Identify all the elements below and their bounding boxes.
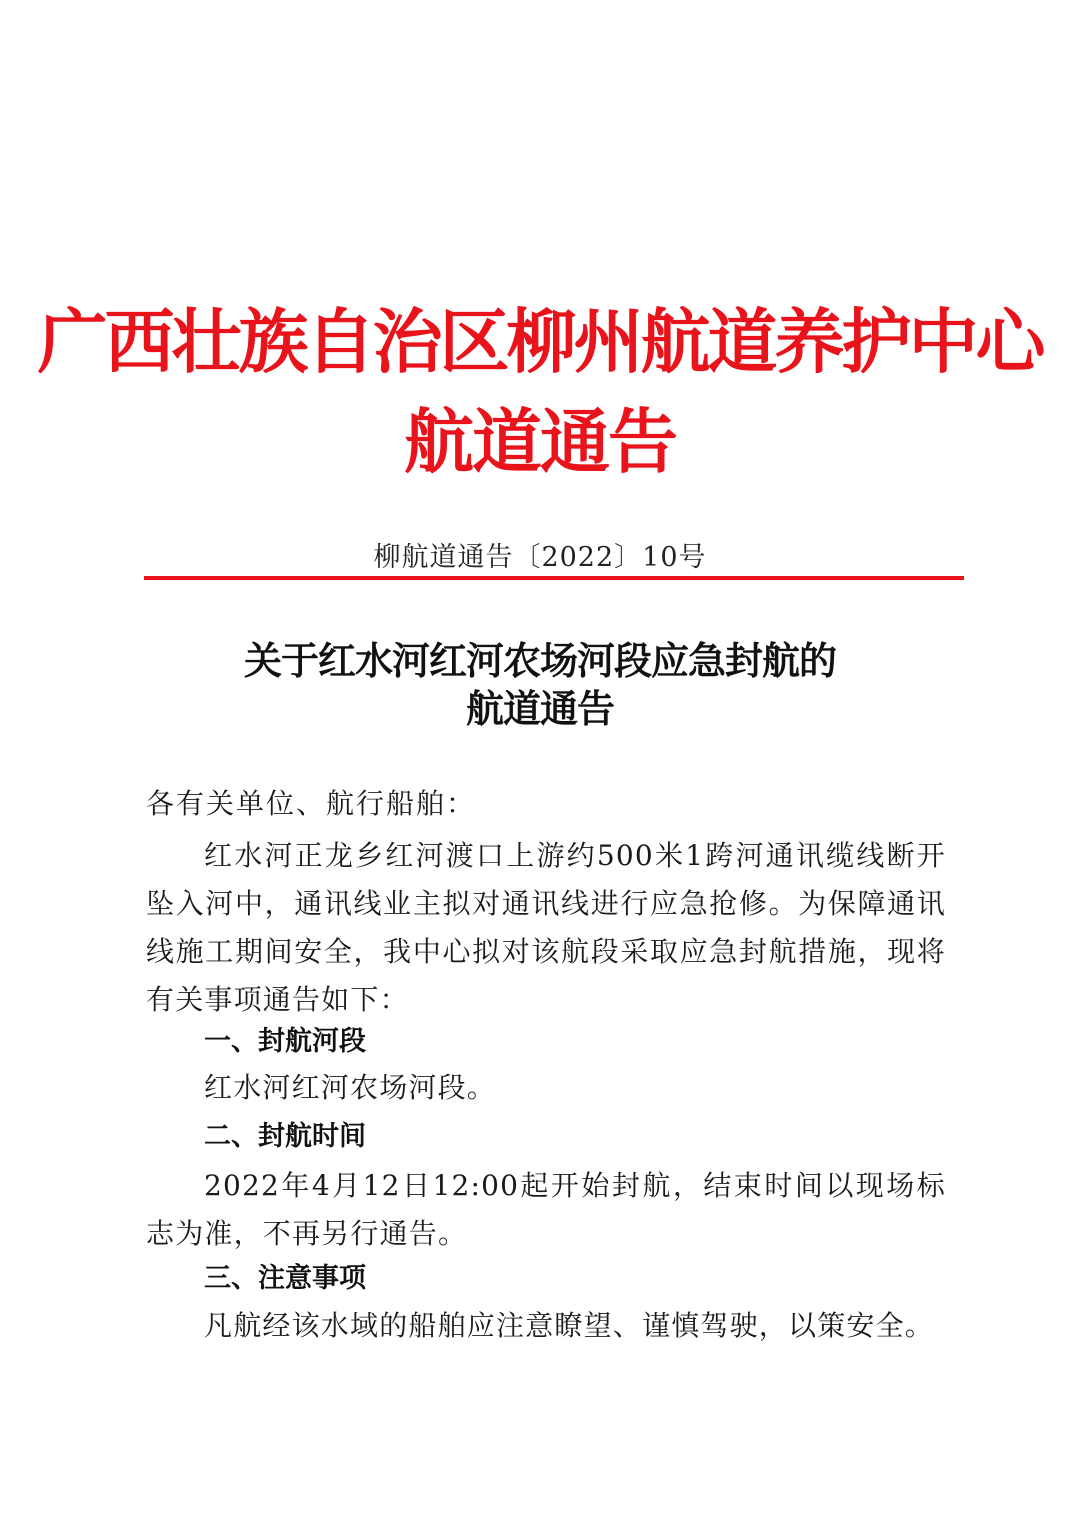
section-text-precautions: 凡航经该水域的船舶应注意瞭望、谨慎驾驶，以策安全。 <box>204 1309 935 1342</box>
section-heading-precautions: 三、注意事项 <box>204 1263 366 1294</box>
section-heading-closure-time: 二、封航时间 <box>204 1121 366 1152</box>
salutation: 各有关单位、航行船舶： <box>146 787 477 820</box>
subject-title-line-1: 关于红水河红河农场河段应急封航的 <box>243 638 836 683</box>
section-heading-closure-reach: 一、封航河段 <box>204 1026 366 1057</box>
subject-title-line-2: 航道通告 <box>465 686 614 731</box>
document-number: 柳航道通告〔2022〕10号 <box>373 542 707 573</box>
section-text-closure-time: 2022年4月12日12:00起开始封航，结束时间以现场标志为准，不再另行通告。 <box>146 1169 946 1250</box>
document-kind-title: 航道通告 <box>404 400 676 483</box>
header-divider <box>144 576 964 580</box>
section-text-closure-reach: 红水河红河农场河段。 <box>204 1071 497 1104</box>
intro-paragraph: 红水河正龙乡红河渡口上游约500米1跨河通讯缆线断开坠入河中，通讯线业主拟对通讯线进行应急抢修。为保障通讯线施工期间安全，我中心拟对该航段采取应急封航措施，现将有关事项通告如下： <box>146 839 946 1016</box>
organization-name: 广西壮族自治区柳州航道养护中心 <box>37 300 1043 383</box>
